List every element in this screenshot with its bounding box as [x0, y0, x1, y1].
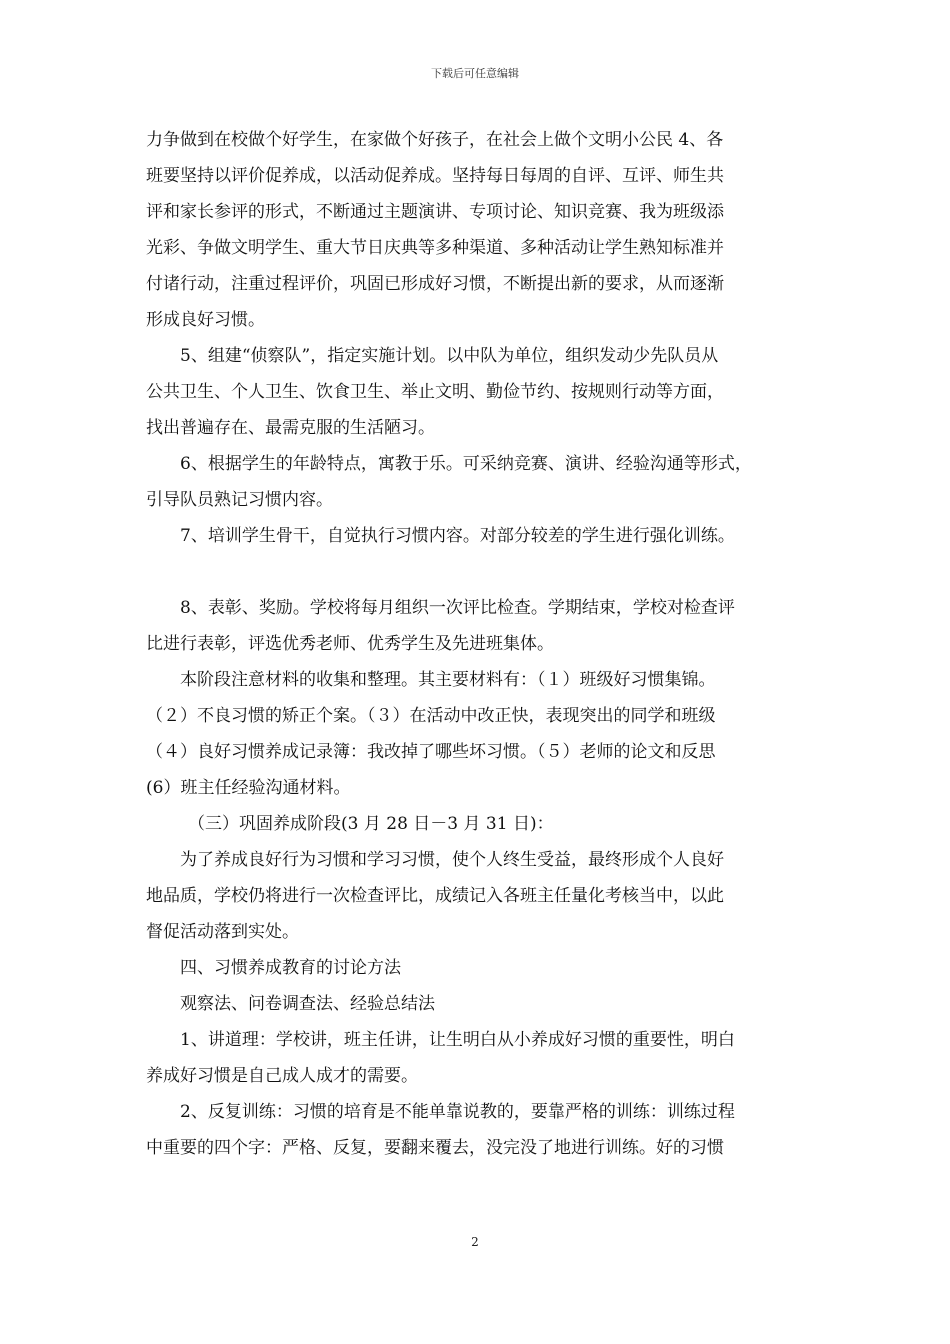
- text-line: （２）不良习惯的矫正个案。（３）在活动中改正快，表现突出的同学和班级: [146, 706, 716, 726]
- page-number: 2: [471, 1235, 479, 1249]
- text-line: 公共卫生、个人卫生、饮食卫生、举止文明、勤俭节约、按规则行动等方面，: [146, 382, 724, 402]
- text-line: 付诸行动，注重过程评价，巩固已形成好习惯，不断提出新的要求，从而逐渐: [146, 274, 724, 294]
- text-line: 光彩、争做文明学生、重大节日庆典等多种渠道、多种活动让学生熟知标准并: [146, 238, 724, 258]
- text-line: 6、根据学生的年龄特点，寓教于乐。可采纳竞赛、演讲、经验沟通等形式，: [180, 454, 752, 474]
- text-line: 8、表彰、奖励。学校将每月组织一次评比检查。学期结束，学校对检查评: [180, 598, 735, 618]
- text-line: 5、组建“侦察队”，指定实施计划。以中队为单位，组织发动少先队员从: [180, 346, 719, 366]
- text-line: 形成良好习惯。: [146, 310, 265, 330]
- text-line: 1、讲道理：学校讲，班主任讲，让生明白从小养成好习惯的重要性，明白: [180, 1030, 735, 1050]
- page-header: 下载后可任意编辑: [431, 67, 519, 80]
- text-line: （４）良好习惯养成记录簿：我改掉了哪些坏习惯。（５）老师的论文和反思: [146, 742, 716, 762]
- text-line: 养成好习惯是自己成人成才的需要。: [146, 1066, 418, 1086]
- text-line: 找出普遍存在、最需克服的生活陋习。: [146, 418, 435, 438]
- document-body: [146, 122, 826, 1166]
- text-line: 比进行表彰，评选优秀老师、优秀学生及先进班集体。: [146, 634, 554, 654]
- text-line: 力争做到在校做个好学生，在家做个好孩子，在社会上做个文明小公民 4、各: [146, 130, 724, 150]
- section-heading: （三）巩固养成阶段(3 月 28 日－3 月 31 日)：: [188, 814, 554, 834]
- text-line: 评和家长参评的形式，不断通过主题演讲、专项讨论、知识竞赛、我为班级添: [146, 202, 724, 222]
- text-line: 引导队员熟记习惯内容。: [146, 490, 333, 510]
- text-line: 为了养成良好行为习惯和学习习惯，使个人终生受益，最终形成个人良好: [180, 850, 724, 870]
- text-line: 7、培训学生骨干，自觉执行习惯内容。对部分较差的学生进行强化训练。: [180, 526, 735, 546]
- text-line: 班要坚持以评价促养成，以活动促养成。坚持每日每周的自评、互评、师生共: [146, 166, 724, 186]
- text-line: 中重要的四个字：严格、反复，要翻来覆去，没完没了地进行训练。好的习惯: [146, 1138, 724, 1158]
- text-line: 督促活动落到实处。: [146, 922, 299, 942]
- text-line: 地品质，学校仍将进行一次检查评比，成绩记入各班主任量化考核当中，以此: [146, 886, 724, 906]
- section-heading: 四、习惯养成教育的讨论方法: [180, 958, 401, 978]
- text-line: 观察法、问卷调查法、经验总结法: [180, 994, 435, 1014]
- text-line: 2、反复训练：习惯的培育是不能单靠说教的，要靠严格的训练：训练过程: [180, 1102, 735, 1122]
- paragraph-gap: [146, 554, 826, 590]
- text-line: 本阶段注意材料的收集和整理。其主要材料有：（１）班级好习惯集锦。: [180, 670, 716, 690]
- text-line: (6）班主任经验沟通材料。: [146, 778, 351, 798]
